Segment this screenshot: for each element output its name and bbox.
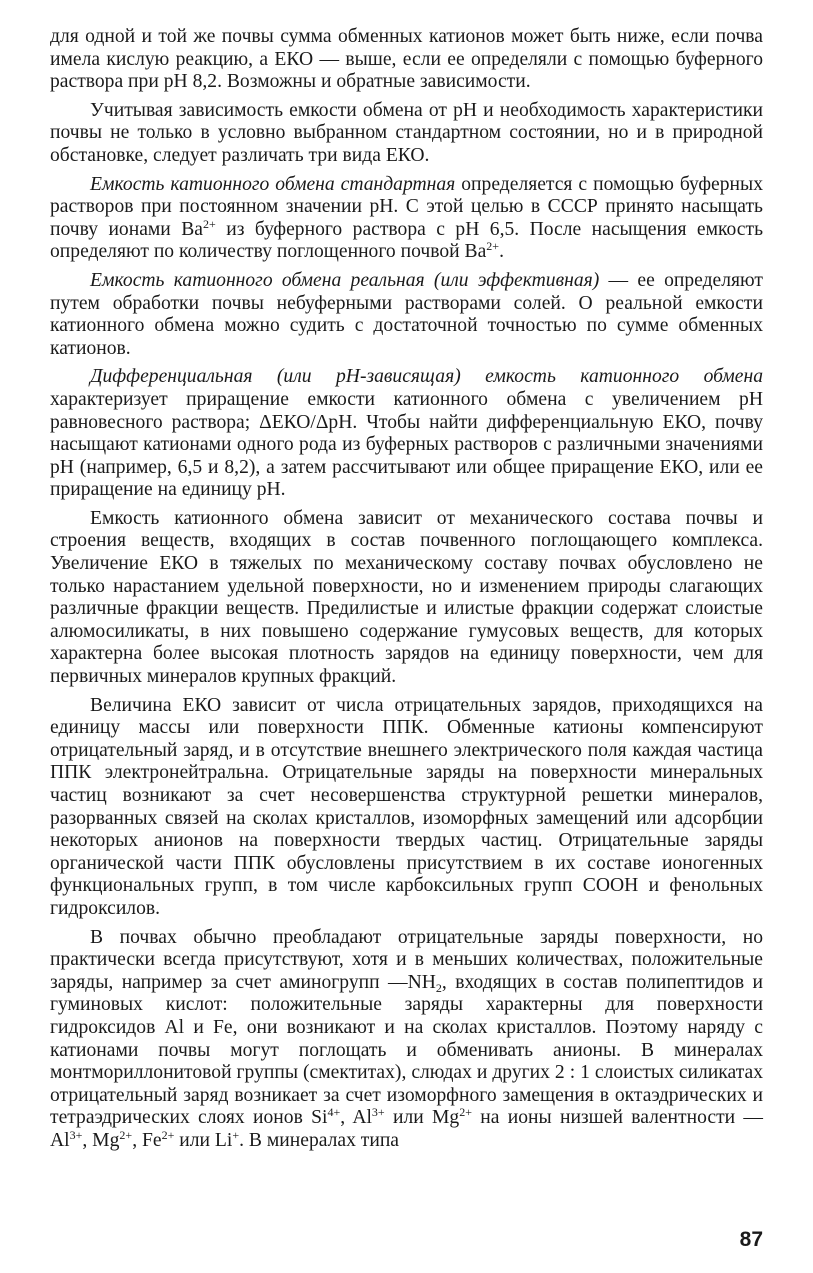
paragraph-mechanical-composition xyxy=(50,508,763,689)
text-run: Учитывая зависимость емкости обмена от pH и необходимость характеристики почвы не только в условно выбранном стандартном состоянии, но и в природной обстановке, следует различать три вида ЕКО. xyxy=(50,99,763,166)
paragraph-positive-charges xyxy=(50,927,763,1153)
text-run: определяется с помощью буферных растворов при постоянном значении pH. С этой целью в СССР принято насыщать почву ионами Ba xyxy=(50,173,763,240)
subscript-index: 2 xyxy=(435,980,442,995)
text-run: , входящих в состав полипептидов и гуминовых кислот: положительные заряды характерны для поверхности гидроксидов Al и Fe, они возникают и на сколах кристаллов. Поэтому наряду с катионами почвы могут поглощать и обменивать анионы. В минералах монтмориллонитовой группы (смектитах), слюдах и других 2 : 1 слоистых силикатах отрицательный заряд возникает за счет изоморфного замещения в октаэдрических и тетраэдрических слоях ионов Si xyxy=(50,971,763,1129)
text-run: на ионы низшей валентности — Al xyxy=(50,1107,763,1151)
text-run: или Li xyxy=(174,1129,233,1151)
text-run: для одной и той же почвы сумма обменных катионов может быть ниже, если почва имела кислую реакцию, а ЕКО — выше, если ее определяли с помощью буферного раствора при pH 8,2. Возможны и обратные зависимости. xyxy=(50,26,763,93)
text-run: , Al xyxy=(340,1107,372,1129)
superscript-charge: 2+ xyxy=(119,1127,133,1142)
superscript-charge: 3+ xyxy=(371,1105,385,1120)
text-run: характеризует приращение емкости катионного обмена с увеличением pH равновесного раствора; ΔЕКО/ΔpH. Чтобы найти дифференциальную ЕКО, почву насыщают катионами одного рода из буферных растворов с различными значениями pH (например, 6,5 и 8,2), а затем рассчитывают или общее приращение ЕКО, или ее приращение на единицу pH. xyxy=(50,388,763,501)
superscript-charge: 2+ xyxy=(203,216,216,231)
text-run: В почвах обычно преобладают отрицательные заряды поверхности, но практически всегда присутствуют, хотя и в меньших количествах, положительные заряды, например за счет аминогрупп —NH xyxy=(50,926,763,993)
text-run: или Mg xyxy=(384,1107,460,1129)
text-run: . xyxy=(499,241,504,263)
paragraph-negative-charges xyxy=(50,695,763,921)
superscript-charge: 2+ xyxy=(161,1127,175,1142)
superscript-charge: 2+ xyxy=(459,1105,473,1120)
page-number: 87 xyxy=(739,1228,763,1251)
text-run: , Fe xyxy=(132,1129,162,1151)
paragraph-continuation xyxy=(50,26,763,94)
superscript-charge: 3+ xyxy=(69,1127,83,1142)
paragraph-standard-capacity xyxy=(50,174,763,264)
text-run: — ее определяют путем обработки почвы небуферными растворами солей. О реальной емкости катионного обмена можно судить с достаточной точностью по сумме обменных катионов. xyxy=(50,269,763,359)
superscript-charge: + xyxy=(232,1127,240,1142)
text-run: из буферного раствора с pH 6,5. После насыщения емкость определяют по количеству поглощенного почвой Ba xyxy=(50,218,763,263)
italic-term: Емкость катионного обмена реальная (или эффективная) xyxy=(90,269,600,291)
text-run: Величина ЕКО зависит от числа отрицательных зарядов, приходящихся на единицу массы или поверхности ППК. Обменные катионы компенсируют отрицательный заряд, и в отсутствие внешнего электрического поля каждая частица ППК электронейтральна. Отрицательные заряды на поверхности минеральных частиц возникают за счет несовершенства структурной решетки минералов, разорванных связей на сколах кристаллов, изоморфных замещений или адсорбции некоторых анионов на поверхности твердых частиц. Отрицательные заряды органической части ППК обусловлены присутствием в их составе ионогенных функциональных групп, в том числе карбоксильных групп COOH и фенольных гидроксилов. xyxy=(50,694,763,919)
paragraph-differential-capacity xyxy=(50,366,763,502)
text-run: , Mg xyxy=(82,1129,120,1151)
paragraph-real-capacity xyxy=(50,270,763,360)
text-run: Емкость катионного обмена зависит от механического состава почвы и строения веществ, входящих в состав почвенного поглощающего комплекса. Увеличение ЕКО в тяжелых по механическому составу почвах обусловлено не только нарастанием удельной поверхности, но и изменением природы слагающих различные фракции веществ. Предилистые и илистые фракции содержат слоистые алюмосиликаты, в них повышено содержание гумусовых веществ, для которых характерна более высокая плотность зарядов на единицу поверхности, чем для первичных минералов крупных фракций. xyxy=(50,507,763,688)
superscript-charge: 2+ xyxy=(486,239,500,254)
paragraph-eko-ph-dependence xyxy=(50,100,763,168)
italic-term: Емкость катионного обмена стандартная xyxy=(90,173,456,195)
italic-term: Дифференциальная (или pH-зависящая) емкость катионного обмена xyxy=(90,366,763,388)
superscript-charge: 4+ xyxy=(327,1105,341,1120)
page-body xyxy=(50,26,763,1159)
text-run: . В минералах типа xyxy=(239,1129,400,1151)
